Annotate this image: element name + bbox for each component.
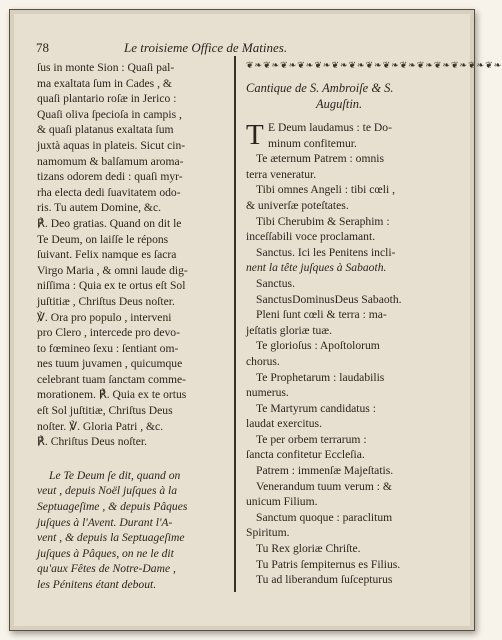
text-line: celebrant tuam ſanctam comme- — [37, 372, 187, 386]
text-line: jeſtatis gloriæ tuæ. — [246, 323, 332, 337]
text-line: Spiritum. — [246, 526, 290, 540]
text-line: laudat exercitus. — [246, 417, 322, 431]
text-line: quaſi plantario roſæ in Jerico : — [37, 92, 177, 106]
text-line: Te glorioſus : Apoſtolorum — [256, 339, 380, 353]
text-line: juxtà aquas in plateis. Sicut cin- — [37, 138, 186, 152]
text-line: ℟. Chriſtus Deus noſter. — [37, 435, 148, 449]
text-line: to fœmineo ſexu : ſentiant om- — [37, 341, 179, 355]
text-line: ℟. Deo gratias. Quand on dit le — [37, 216, 182, 230]
text-line: Virgo Maria , & omni laude dig- — [37, 263, 188, 277]
photo-frame — [9, 9, 502, 631]
text-line: nent la tête juſques à Sabaoth. — [246, 261, 387, 275]
text-line: Sanctum quoque : paraclitum — [256, 510, 393, 524]
note-line: veut , depuis Noël juſques à la — [37, 484, 178, 498]
text-line: Tu Patris ſempiternus es Filius. — [256, 557, 401, 571]
text-line: ma exaltata ſum in Cades , & — [37, 76, 172, 90]
book-page — [14, 14, 502, 626]
text-line: minum confitemur. — [268, 136, 357, 150]
note-line: les Pénitens étant debout. — [37, 578, 157, 591]
text-line: ℣. Ora pro populo , interveni — [37, 310, 172, 324]
text-line: Tu Rex gloriæ Chriſte. — [256, 542, 361, 556]
text-line: Venerandum tuum verum : & — [256, 479, 392, 493]
note-line: Le Te Deum ſe dit, quand on — [49, 468, 181, 482]
text-line: pro Clero , intercede pro devo- — [37, 326, 180, 340]
text-line: numerus. — [246, 386, 289, 400]
note-line: qu'aux Fêtes de Notre-Dame , — [37, 562, 176, 576]
text-line: Te Martyrum candidatus : — [256, 401, 376, 415]
note-line: juſques à Pâques, on ne le dit — [37, 546, 174, 560]
left-column — [37, 60, 233, 593]
text-line: nes tuum juvamen , quicumque — [37, 357, 183, 371]
note-line: juſques à l'Avent. Durant l'A- — [37, 515, 173, 529]
heading-line: Auguſtin. — [316, 97, 363, 111]
text-line: E Deum laudamus : te Do- — [268, 121, 392, 134]
text-line: juſtitiæ , Chriſtus Deus noſter. — [37, 294, 175, 308]
right-column — [246, 60, 502, 588]
running-title: Le troisieme Office de Matines. — [124, 40, 288, 55]
text-line: Sanctus. Ici les Penitens incli- — [256, 245, 396, 259]
text-line: Quaſi oliva ſpecioſa in campis , — [37, 107, 182, 121]
text-line: eſt Sol juſtitiæ, Chriſtus Deus — [37, 404, 173, 418]
page-header — [36, 40, 366, 58]
text-line: ſancta confitetur Eccleſia. — [246, 448, 365, 462]
text-line: ſus in monte Sion : Quaſi pal- — [37, 61, 175, 74]
text-line: unicum Filium. — [246, 495, 318, 509]
text-line: Te Prophetarum : laudabilis — [256, 370, 385, 384]
responsory-text — [37, 60, 233, 450]
heading-line: Cantique de S. Ambroiſe & S. — [246, 81, 394, 95]
te-deum-opening — [246, 120, 440, 151]
text-line: Sanctus. — [256, 276, 295, 290]
column-divider — [234, 56, 236, 592]
text-line: Patrem : immenſæ Majeſtatis. — [256, 464, 394, 478]
text-line: Pleni ſunt cœli & terra : ma- — [256, 308, 387, 322]
text-line: noſter. ℣. Gloria Patri , &c. — [37, 419, 164, 433]
text-line: namomum & balſamum aroma- — [37, 154, 184, 168]
te-deum-text — [246, 151, 440, 588]
text-line: Tibi omnes Angeli : tibi cœli , — [256, 183, 396, 197]
text-line: rha electa dedi ſuavitatem odo- — [37, 185, 181, 199]
page-number: 78 — [36, 40, 49, 55]
text-line: ris. Tu autem Domine, &c. — [37, 201, 161, 215]
text-line: inceſſabili voce proclamant. — [246, 230, 376, 244]
text-line: & quaſi platanus exaltata ſum — [37, 123, 174, 137]
text-line: Tu ad liberandum ſuſcepturus — [256, 573, 393, 587]
note-line: vent , & depuis la Septuageſime — [37, 531, 185, 545]
text-line: tizans odorem dedi : quaſi myr- — [37, 170, 183, 184]
text-line: morationem. ℟. Quia ex te ortus — [37, 388, 187, 402]
text-line: Te æternum Patrem : omnis — [256, 152, 384, 166]
text-line: SanctusDominusDeus Sabaoth. — [256, 292, 402, 306]
text-line: ſuivant. Felix namque es ſacra — [37, 248, 177, 262]
text-line: niſſima : Quia ex te ortus eſt Sol — [37, 279, 186, 293]
rubric-note — [37, 468, 233, 593]
text-line: chorus. — [246, 354, 280, 368]
note-line: Septuageſime , & depuis Pâques — [37, 500, 188, 514]
ornament-band: ❦❧❦❧❦❧❦❧❦❧❦❧❦❧❦❧❦❧❦❧❦❧❦❧❦❧❦❧❦❧ — [246, 60, 502, 70]
text-line: & univerſæ poteſtates. — [246, 198, 349, 212]
canticle-heading — [246, 80, 440, 112]
text-line: Te per orbem terrarum : — [256, 432, 367, 446]
drop-cap: T — [246, 119, 264, 151]
text-line: Te Deum, on laiſſe le répons — [37, 232, 169, 246]
text-line: Tibi Cherubim & Seraphim : — [256, 214, 390, 228]
text-line: terra veneratur. — [246, 167, 317, 181]
